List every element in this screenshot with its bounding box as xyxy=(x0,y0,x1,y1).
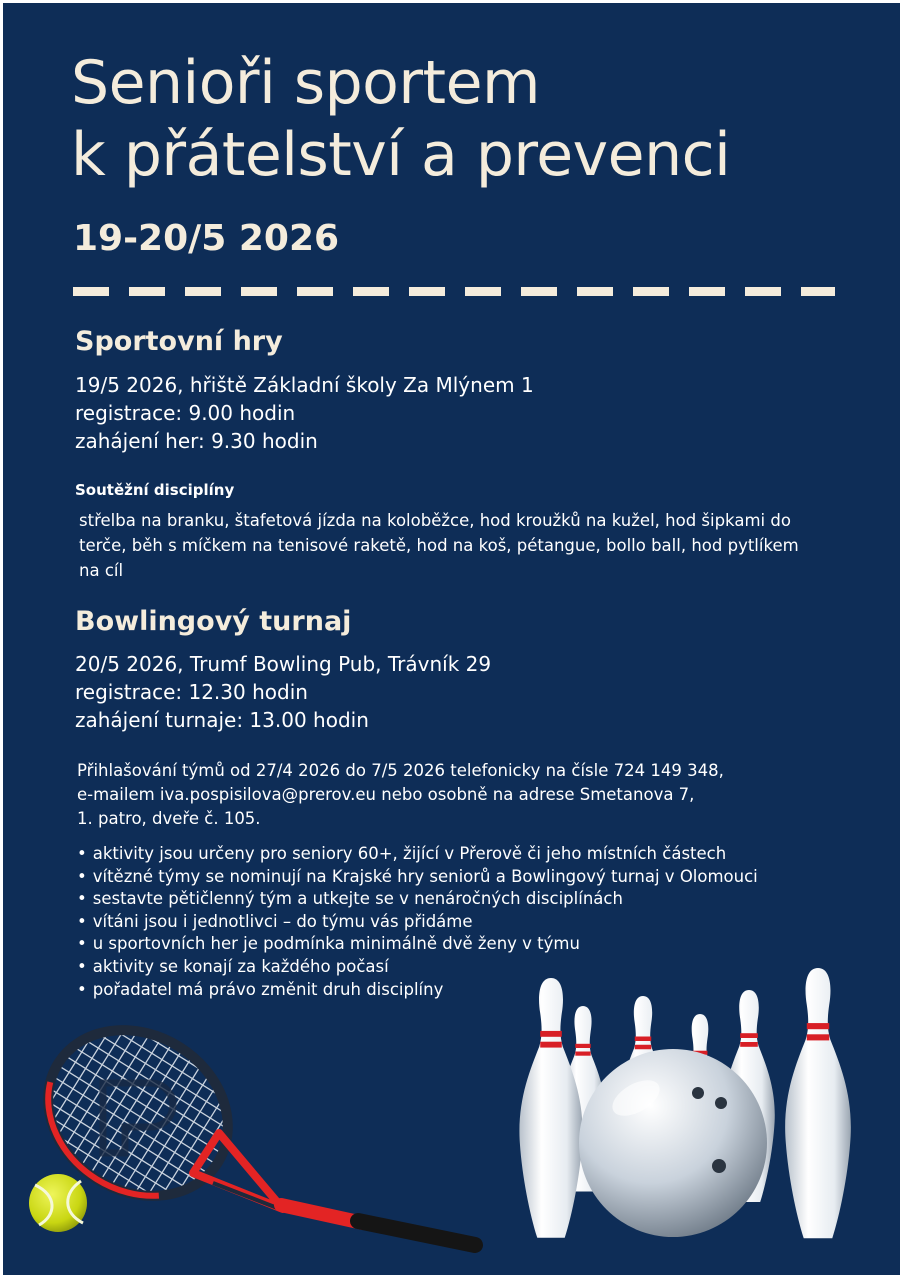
disciplines-text: střelba na branku, štafetová jízda na koloběžce, hod kroužků na kužel, hod šipkami do terče, běh s míčkem na tenisové raketě, hod na koš, pétangue, bollo ball, hod pytlíkem na cíl xyxy=(79,511,799,580)
bowling-illustration xyxy=(491,958,886,1258)
registration-line: Přihlašování týmů od 27/4 2026 do 7/5 2026 telefonicky na čísle 724 149 348, xyxy=(77,761,724,780)
bowling-venue: 20/5 2026, Trumf Bowling Pub, Trávník 29 xyxy=(75,652,492,676)
disciplines-heading: Soutěžní disciplíny xyxy=(75,481,235,499)
sport-games-details xyxy=(75,371,534,455)
sport-games-venue: 19/5 2026, hřiště Základní školy Za Mlýnem 1 xyxy=(75,373,534,397)
event-date: 19-20/5 2026 xyxy=(73,218,340,259)
bullet-item: • pořadatel má právo změnit druh disciplíny xyxy=(77,979,758,1002)
poster xyxy=(3,3,900,1275)
bullet-item: • u sportovních her je podmínka minimálně dvě ženy v týmu xyxy=(77,933,758,956)
tennis-ball-icon xyxy=(29,1174,87,1232)
bowling-heading: Bowlingový turnaj xyxy=(75,606,352,637)
page-title xyxy=(71,47,730,191)
registration-info xyxy=(77,759,817,831)
bowling-ball-icon xyxy=(579,1049,767,1237)
dashed-divider xyxy=(73,287,835,296)
bowling-details xyxy=(75,650,491,734)
tennis-racket-icon xyxy=(23,1013,475,1245)
registration-line: e-mailem iva.pospisilova@prerov.eu nebo osobně na adrese Smetanova 7, xyxy=(77,785,695,804)
registration-line: 1. patro, dveře č. 105. xyxy=(77,809,261,828)
bowling-start: zahájení turnaje: 13.00 hodin xyxy=(75,708,369,732)
bullet-item: • aktivity jsou určeny pro seniory 60+, žijící v Přerově či jeho místních částech xyxy=(77,843,758,866)
sport-games-heading: Sportovní hry xyxy=(75,326,283,357)
bullet-item: • vítáni jsou i jednotlivci – do týmu vás přidáme xyxy=(77,911,758,934)
sport-games-start: zahájení her: 9.30 hodin xyxy=(75,429,318,453)
bullet-item: • sestavte pětičlenný tým a utkejte se v nenáročných disciplínách xyxy=(77,888,758,911)
bullet-item: • aktivity se konají za každého počasí xyxy=(77,956,758,979)
tennis-racket-illustration xyxy=(23,1013,493,1253)
sport-games-registration: registrace: 9.00 hodin xyxy=(75,401,296,425)
bullet-item: • vítězné týmy se nominují na Krajské hry seniorů a Bowlingový turnaj v Olomouci xyxy=(77,866,758,889)
title-line-2: k přátelství a prevenci xyxy=(71,120,731,190)
bowling-registration: registrace: 12.30 hodin xyxy=(75,680,308,704)
title-line-1: Senioři sportem xyxy=(71,48,540,118)
